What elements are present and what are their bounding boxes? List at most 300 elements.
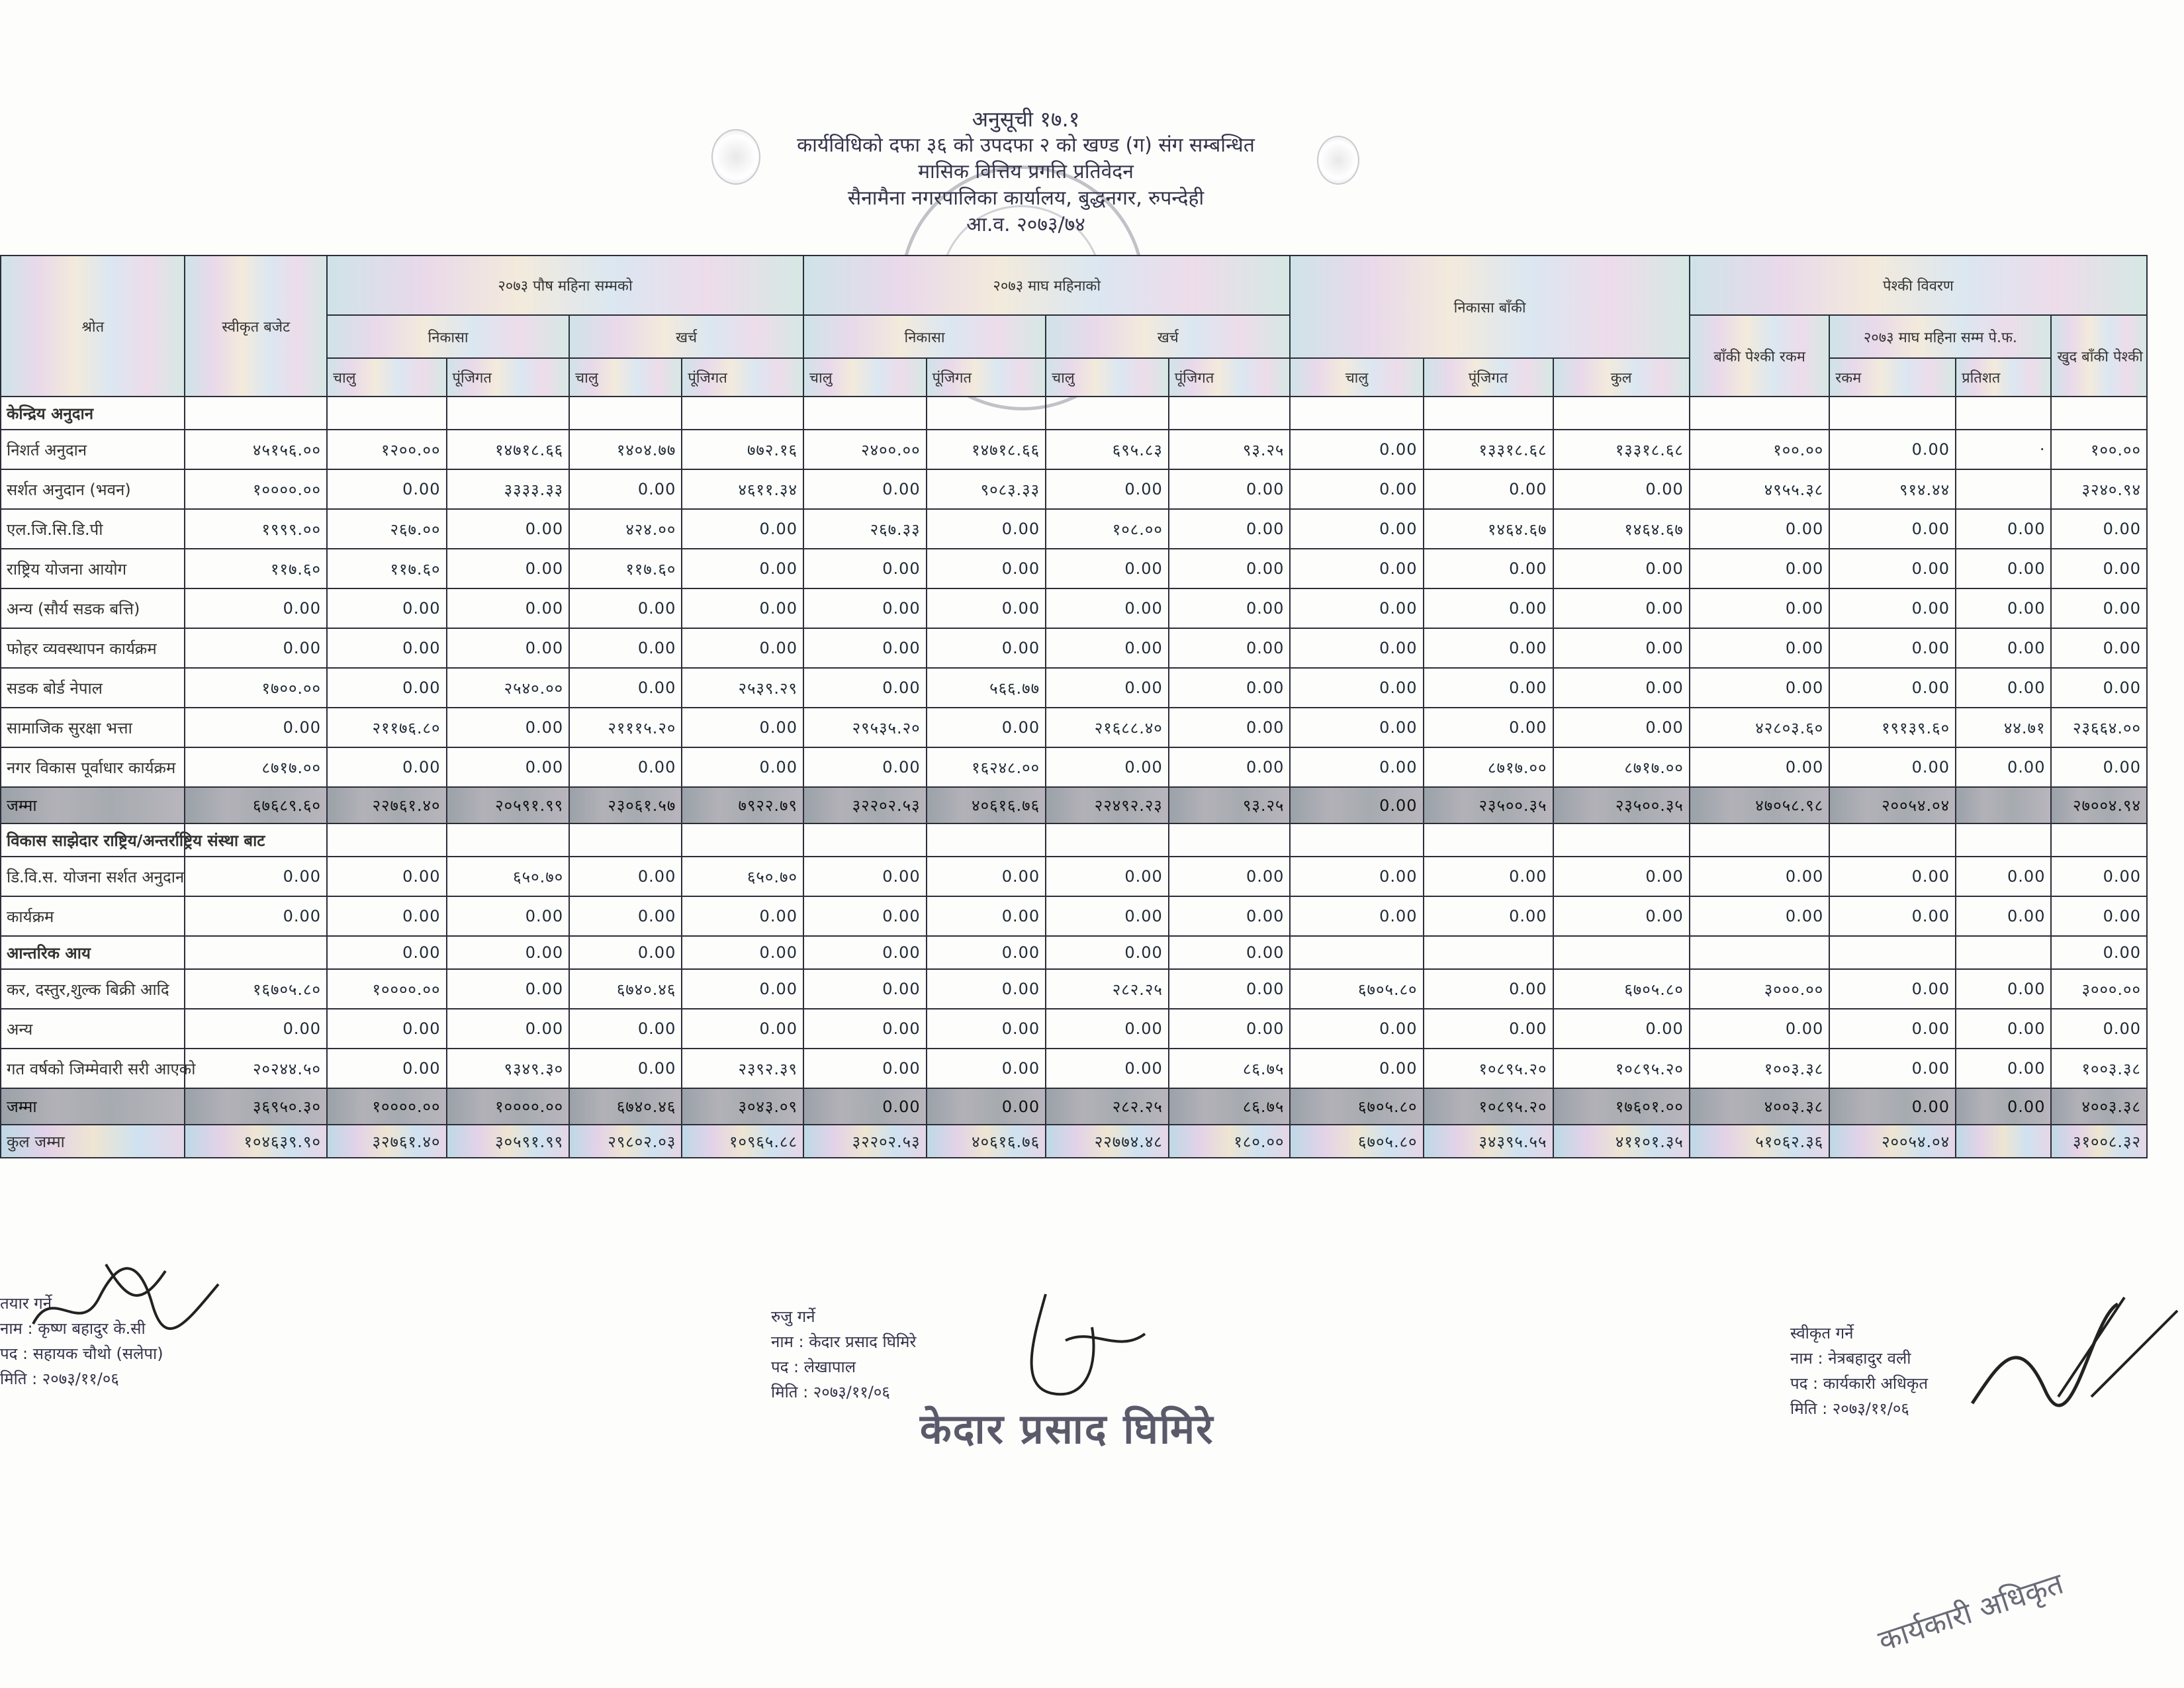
table-cell: ४७०५८.९८	[1690, 787, 1829, 823]
table-cell	[1956, 469, 2051, 509]
table-cell: 0.00	[1690, 747, 1829, 787]
table-cell: 0.00	[1169, 549, 1291, 588]
table-cell: ९०८३.३३	[927, 469, 1046, 509]
table-cell: ६७४०.४६	[569, 1088, 682, 1125]
table-cell: 0.00	[1169, 509, 1291, 549]
table-cell: 0.00	[927, 936, 1046, 969]
table-cell: 0.00	[927, 549, 1046, 588]
table-cell: ३०५९१.९९	[447, 1125, 570, 1158]
table-cell: २९५३५.२०	[803, 708, 927, 747]
table-cell: 0.00	[927, 1088, 1046, 1125]
table-cell: ११७.६०	[185, 549, 327, 588]
table-cell: 0.00	[927, 509, 1046, 549]
table-cell	[569, 823, 682, 857]
table-cell: 0.00	[1290, 469, 1423, 509]
table-cell	[1956, 787, 2051, 823]
header-capital: पूंजिगत	[1169, 358, 1291, 397]
table-row	[1, 896, 2147, 936]
table-cell: 0.00	[1829, 509, 1956, 549]
table-cell: १४७१८.६६	[447, 430, 570, 469]
table-row	[1, 469, 2147, 509]
table-cell: 0.00	[1956, 1088, 2051, 1125]
table-cell: 0.00	[1290, 1009, 1423, 1049]
table-cell: ५१०६२.३६	[1690, 1125, 1829, 1158]
table-cell	[185, 936, 327, 969]
table-cell: ३०४३.०९	[682, 1088, 803, 1125]
table-cell: ८७१७.००	[1424, 747, 1553, 787]
table-row	[1, 747, 2147, 787]
table-cell: ११७.६०	[569, 549, 682, 588]
table-cell: 0.00	[803, 747, 927, 787]
table-cell: 0.00	[2051, 936, 2147, 969]
table-cell: 0.00	[1169, 469, 1291, 509]
table-cell: 0.00	[447, 747, 570, 787]
table-cell: 0.00	[1169, 1009, 1291, 1049]
table-cell	[1956, 1125, 2051, 1158]
table-row	[1, 1009, 2147, 1049]
table-cell: 0.00	[569, 747, 682, 787]
table-cell: 0.00	[185, 628, 327, 668]
table-cell: 0.00	[1290, 430, 1423, 469]
table-cell: 0.00	[682, 708, 803, 747]
table-cell: ६७०५.८०	[1290, 1125, 1423, 1158]
table-cell: 0.00	[1424, 969, 1553, 1009]
subtotal-row	[1, 787, 2147, 823]
table-cell: २००५४.०४	[1829, 1125, 1956, 1158]
table-cell: 0.00	[927, 896, 1046, 936]
table-cell: 0.00	[1553, 588, 1690, 628]
table-cell: १०९६५.८८	[682, 1125, 803, 1158]
table-cell: 0.00	[1829, 430, 1956, 469]
table-cell: 0.00	[1046, 1049, 1169, 1088]
table-cell: 0.00	[447, 896, 570, 936]
table-cell: 0.00	[803, 936, 927, 969]
table-cell: १६२४८.००	[927, 747, 1046, 787]
table-cell	[682, 397, 803, 430]
row-label: केन्द्रिय अनुदान	[1, 397, 185, 430]
title-stamp: कार्यकारी अधिकृत	[1874, 1566, 2068, 1659]
table-cell: ४५१५६.००	[185, 430, 327, 469]
table-cell: 0.00	[1553, 896, 1690, 936]
table-cell: २११७६.८०	[327, 708, 447, 747]
table-cell: 0.00	[1169, 628, 1291, 668]
table-cell: 0.00	[1829, 588, 1956, 628]
table-cell: 0.00	[1424, 708, 1553, 747]
row-label: निशर्त अनुदान	[1, 430, 185, 469]
table-cell	[1829, 823, 1956, 857]
table-cell: ६९५.८३	[1046, 430, 1169, 469]
table-cell: 0.00	[1046, 896, 1169, 936]
table-cell: 0.00	[2051, 747, 2147, 787]
table-cell: ६७०५.८०	[1290, 969, 1423, 1009]
table-cell: 0.00	[1424, 588, 1553, 628]
table-cell: 0.00	[1290, 549, 1423, 588]
table-cell: ७९२२.७९	[682, 787, 803, 823]
table-cell: 0.00	[2051, 896, 2147, 936]
header-poush-expense: खर्च	[569, 315, 803, 358]
table-cell: 0.00	[569, 896, 682, 936]
table-cell: 0.00	[2051, 549, 2147, 588]
table-cell: 0.00	[447, 588, 570, 628]
table-cell: 0.00	[1829, 896, 1956, 936]
table-cell: २७००४.९४	[2051, 787, 2147, 823]
procedure-reference: कार्यविधिको दफा ३६ को उपदफा २ को खण्ड (ग) संग सम्बन्धित	[797, 134, 1255, 157]
table-cell: 0.00	[569, 668, 682, 708]
table-cell: 0.00	[1690, 668, 1829, 708]
table-cell: 0.00	[682, 509, 803, 549]
table-cell: ९३४९.३०	[447, 1049, 570, 1088]
header-magh-release: निकासा	[803, 315, 1046, 358]
table-cell: 0.00	[447, 509, 570, 549]
header-capital: पूंजिगत	[927, 358, 1046, 397]
row-label: सर्शत अनुदान (भवन)	[1, 469, 185, 509]
header-approved-budget: स्वीकृत बजेट	[185, 256, 327, 397]
signature-approved	[1959, 1291, 2184, 1423]
table-cell: ९१४.४४	[1829, 469, 1956, 509]
table-cell: ११७.६०	[327, 549, 447, 588]
header-current: चालु	[569, 358, 682, 397]
annex-number: अनुसूची १७.१	[972, 107, 1080, 132]
table-cell	[1169, 823, 1291, 857]
table-cell: १२००.००	[327, 430, 447, 469]
row-label: डि.वि.स. योजना सर्शत अनुदान	[1, 857, 185, 896]
row-label: सामाजिक सुरक्षा भत्ता	[1, 708, 185, 747]
fiscal-year: आ.व. २०७३/७४	[966, 213, 1085, 236]
table-cell	[1553, 936, 1690, 969]
table-cell	[927, 397, 1046, 430]
table-cell: 0.00	[803, 896, 927, 936]
table-cell: 0.00	[327, 1049, 447, 1088]
row-label: कुल जम्मा	[1, 1125, 185, 1158]
subtotal-row	[1, 1088, 2147, 1125]
table-cell: 0.00	[1690, 857, 1829, 896]
table-cell: 0.00	[803, 969, 927, 1009]
table-cell: 0.00	[1690, 509, 1829, 549]
table-cell: 0.00	[1290, 1049, 1423, 1088]
table-cell: 0.00	[682, 969, 803, 1009]
row-label: कार्यक्रम	[1, 896, 185, 936]
table-cell: 0.00	[1046, 857, 1169, 896]
table-cell: 0.00	[2051, 509, 2147, 549]
table-cell: 0.00	[682, 936, 803, 969]
table-cell	[1290, 823, 1423, 857]
row-label: गत वर्षको जिम्मेवारी सरी आएको	[1, 1049, 185, 1088]
table-cell: 0.00	[927, 1009, 1046, 1049]
table-cell	[1290, 397, 1423, 430]
table-cell: २०५९१.९९	[447, 787, 570, 823]
table-cell: ६७०५.८०	[1553, 969, 1690, 1009]
table-cell: १०८९५.२०	[1424, 1088, 1553, 1125]
table-cell	[1829, 936, 1956, 969]
table-cell: 0.00	[803, 469, 927, 509]
table-row	[1, 857, 2147, 896]
table-cell: ६५०.७०	[682, 857, 803, 896]
table-cell: १००.००	[1690, 430, 1829, 469]
table-cell: २४००.००	[803, 430, 927, 469]
table-cell: ४२४.००	[569, 509, 682, 549]
table-cell: 0.00	[1046, 469, 1169, 509]
table-cell: १००००.००	[327, 969, 447, 1009]
table-cell	[1956, 397, 2051, 430]
table-cell: 0.00	[2051, 588, 2147, 628]
table-cell: १९१३९.६०	[1829, 708, 1956, 747]
checked-by-block	[771, 1304, 916, 1405]
table-cell: 0.00	[1956, 628, 2051, 668]
table-row	[1, 708, 2147, 747]
table-cell: 0.00	[185, 588, 327, 628]
table-cell	[1829, 397, 1956, 430]
table-cell: १७००.००	[185, 668, 327, 708]
table-cell: 0.00	[1290, 747, 1423, 787]
table-cell	[327, 823, 447, 857]
row-label: कर, दस्तुर,शुल्क बिक्री आदि	[1, 969, 185, 1009]
prepared-label: तयार गर्ने	[0, 1294, 52, 1313]
table-cell: 0.00	[1424, 469, 1553, 509]
table-cell: 0.00	[927, 969, 1046, 1009]
table-cell: 0.00	[682, 588, 803, 628]
row-label: अन्य (सौर्य सडक बत्ति)	[1, 588, 185, 628]
table-row	[1, 430, 2147, 469]
table-cell: ६७६८९.६०	[185, 787, 327, 823]
table-cell: 0.00	[185, 708, 327, 747]
header-advance-remaining: बाँकी पेश्की रकम	[1690, 315, 1829, 397]
table-cell: 0.00	[1956, 969, 2051, 1009]
table-cell	[2051, 397, 2147, 430]
table-cell: ७७२.१६	[682, 430, 803, 469]
table-cell	[1690, 936, 1829, 969]
table-cell: २२४९२.२३	[1046, 787, 1169, 823]
table-cell: 0.00	[927, 708, 1046, 747]
table-cell: 0.00	[2051, 1009, 2147, 1049]
approved-name: नाम : नेत्रबहादुर वली	[1790, 1349, 1911, 1368]
table-cell: 0.00	[1424, 1009, 1553, 1049]
table-cell: ८६.७५	[1169, 1088, 1291, 1125]
table-cell: 0.00	[1169, 896, 1291, 936]
table-cell	[327, 397, 447, 430]
table-cell: ४०६१६.७६	[927, 787, 1046, 823]
table-cell: ८६.७५	[1169, 1049, 1291, 1088]
table-cell: 0.00	[1553, 668, 1690, 708]
table-cell: 0.00	[1690, 549, 1829, 588]
table-cell: २००५४.०४	[1829, 787, 1956, 823]
table-cell: 0.00	[2051, 628, 2147, 668]
table-cell	[185, 397, 327, 430]
table-cell: 0.00	[327, 857, 447, 896]
table-cell: १४०४.७७	[569, 430, 682, 469]
table-cell: ३२२०२.५३	[803, 1125, 927, 1158]
table-cell: ३२४०.९४	[2051, 469, 2147, 509]
row-label: फोहर व्यवस्थापन कार्यक्रम	[1, 628, 185, 668]
table-cell: 0.00	[569, 1049, 682, 1088]
table-cell: ४०६१६.७६	[927, 1125, 1046, 1158]
prepared-name: नाम : कृष्ण बहादुर के.सी	[0, 1319, 146, 1338]
table-cell: 0.00	[1290, 668, 1423, 708]
table-cell: 0.00	[327, 588, 447, 628]
table-cell: ५६६.७७	[927, 668, 1046, 708]
table-cell: 0.00	[927, 1049, 1046, 1088]
table-cell: १००.००	[2051, 430, 2147, 469]
table-cell: २३५००.३५	[1553, 787, 1690, 823]
table-cell: १४७१८.६६	[927, 430, 1046, 469]
table-cell: 0.00	[327, 896, 447, 936]
table-cell: ३२७६१.४०	[327, 1125, 447, 1158]
table-cell: ३२२०२.५३	[803, 787, 927, 823]
header-advance-upto: २०७३ माघ महिना सम्म पे.फ.	[1829, 315, 2051, 358]
table-cell: 0.00	[1290, 787, 1423, 823]
table-cell: 0.00	[1690, 1009, 1829, 1049]
table-cell: ४९५५.३८	[1690, 469, 1829, 509]
row-label: राष्ट्रिय योजना आयोग	[1, 549, 185, 588]
signature-checked	[993, 1288, 1165, 1407]
table-cell: १००००.००	[447, 1088, 570, 1125]
table-cell: ४००३.३८	[1690, 1088, 1829, 1125]
table-cell: ३०००.००	[1690, 969, 1829, 1009]
table-cell: 0.00	[1553, 469, 1690, 509]
table-cell: 0.00	[447, 936, 570, 969]
table-cell: ३६९५०.३०	[185, 1088, 327, 1125]
table-cell: 0.00	[327, 747, 447, 787]
table-cell: १०८९५.२०	[1424, 1049, 1553, 1088]
table-cell: 0.00	[1424, 896, 1553, 936]
table-cell: 0.00	[1956, 1049, 2051, 1088]
table-row	[1, 628, 2147, 668]
table-cell: 0.00	[447, 969, 570, 1009]
header-balance-current: चालु	[1290, 358, 1423, 397]
table-cell: ४००३.३८	[2051, 1088, 2147, 1125]
table-cell: 0.00	[1424, 628, 1553, 668]
table-cell: 0.00	[927, 628, 1046, 668]
approved-date: मिति : २०७३/११/०६	[1790, 1399, 1909, 1418]
table-cell: 0.00	[569, 1009, 682, 1049]
table-cell: 0.00	[569, 857, 682, 896]
row-label: सडक बोर्ड नेपाल	[1, 668, 185, 708]
table-cell: ३४३९५.५५	[1424, 1125, 1553, 1158]
table-cell: २५४०.००	[447, 668, 570, 708]
checked-name: नाम : केदार प्रसाद घिमिरे	[771, 1333, 917, 1351]
table-cell: 0.00	[1829, 628, 1956, 668]
report-header	[662, 106, 1390, 238]
header-balance-capital: पूंजिगत	[1424, 358, 1553, 397]
table-cell: 0.00	[1829, 668, 1956, 708]
table-cell	[1046, 823, 1169, 857]
table-cell: ९३.२५	[1169, 430, 1291, 469]
table-cell: 0.00	[1956, 1009, 2051, 1049]
table-cell: 0.00	[1553, 1009, 1690, 1049]
table-cell: 0.00	[569, 628, 682, 668]
row-label: जम्मा	[1, 1088, 185, 1125]
table-cell	[1424, 936, 1553, 969]
table-cell: १४६४.६७	[1553, 509, 1690, 549]
table-cell: 0.00	[1829, 549, 1956, 588]
table-cell: 0.00	[803, 1088, 927, 1125]
table-row	[1, 588, 2147, 628]
table-cell: ८७१७.००	[1553, 747, 1690, 787]
signature-prepared	[26, 1244, 225, 1350]
table-cell: 0.00	[1553, 857, 1690, 896]
table-cell: २१११५.२०	[569, 708, 682, 747]
table-cell: १००३.३८	[2051, 1049, 2147, 1088]
table-cell: 0.00	[2051, 668, 2147, 708]
table-cell: १०८९५.२०	[1553, 1049, 1690, 1088]
table-cell: ·	[1956, 430, 2051, 469]
grand-row	[1, 1125, 2147, 1158]
table-cell: १८०.००	[1169, 1125, 1291, 1158]
table-cell	[682, 823, 803, 857]
table-cell: २८२.२५	[1046, 969, 1169, 1009]
table-cell: ६७४०.४६	[569, 969, 682, 1009]
table-cell: 0.00	[447, 549, 570, 588]
table-cell: 0.00	[1169, 936, 1291, 969]
table-cell: 0.00	[1424, 549, 1553, 588]
table-cell: 0.00	[1169, 668, 1291, 708]
table-cell	[1553, 823, 1690, 857]
table-cell: 0.00	[1829, 969, 1956, 1009]
header-poush-release: निकासा	[327, 315, 569, 358]
table-cell: 0.00	[1169, 747, 1291, 787]
table-cell: 0.00	[1290, 588, 1423, 628]
header-current: चालु	[803, 358, 927, 397]
table-cell: 0.00	[1956, 857, 2051, 896]
table-cell: 0.00	[803, 1049, 927, 1088]
table-cell: 0.00	[1046, 628, 1169, 668]
table-cell: 0.00	[1290, 857, 1423, 896]
header-balance-total: कुल	[1553, 358, 1690, 397]
table-cell: 0.00	[682, 549, 803, 588]
table-cell	[1046, 397, 1169, 430]
table-cell: 0.00	[1829, 1009, 1956, 1049]
table-cell: 0.00	[447, 628, 570, 668]
table-cell: 0.00	[1829, 1088, 1956, 1125]
table-row	[1, 668, 2147, 708]
row-label: विकास साझेदार राष्ट्रिय/अन्तर्राष्ट्रिय संस्था बाट	[1, 823, 185, 857]
table-cell: 0.00	[1956, 668, 2051, 708]
table-cell: 0.00	[327, 469, 447, 509]
row-label: जम्मा	[1, 787, 185, 823]
table-cell: 0.00	[1424, 668, 1553, 708]
table-cell: 0.00	[447, 1009, 570, 1049]
table-cell: १३३१८.६८	[1424, 430, 1553, 469]
table-cell: 0.00	[803, 1009, 927, 1049]
table-cell: ४२८०३.६०	[1690, 708, 1829, 747]
table-cell: 0.00	[1290, 628, 1423, 668]
table-cell: २६७.३३	[803, 509, 927, 549]
table-cell: 0.00	[1290, 708, 1423, 747]
office-name: सैनामैना नगरपालिका कार्यालय, बुद्धनगर, रुपन्देही	[847, 187, 1205, 210]
header-advance-details: पेश्की विवरण	[1690, 256, 2147, 315]
table-cell: 0.00	[1424, 857, 1553, 896]
table-cell: 0.00	[682, 628, 803, 668]
header-current: चालु	[327, 358, 447, 397]
table-cell: 0.00	[327, 1009, 447, 1049]
table-cell: 0.00	[569, 588, 682, 628]
table-cell: १७६०१.००	[1553, 1088, 1690, 1125]
table-cell: 0.00	[1829, 1049, 1956, 1088]
table-cell: ३१००८.३२	[2051, 1125, 2147, 1158]
table-cell: 0.00	[927, 588, 1046, 628]
table-cell: 0.00	[1690, 628, 1829, 668]
table-cell: 0.00	[1956, 509, 2051, 549]
table-cell: ६५०.७०	[447, 857, 570, 896]
checked-post: पद : लेखापाल	[771, 1358, 856, 1376]
financial-progress-table	[0, 255, 2148, 1158]
table-cell	[1690, 823, 1829, 857]
table-cell	[569, 397, 682, 430]
table-cell: २२७७४.४८	[1046, 1125, 1169, 1158]
table-cell: २५३९.२९	[682, 668, 803, 708]
table-cell: 0.00	[1046, 936, 1169, 969]
table-cell	[803, 823, 927, 857]
table-cell: २०२४४.५०	[185, 1049, 327, 1088]
